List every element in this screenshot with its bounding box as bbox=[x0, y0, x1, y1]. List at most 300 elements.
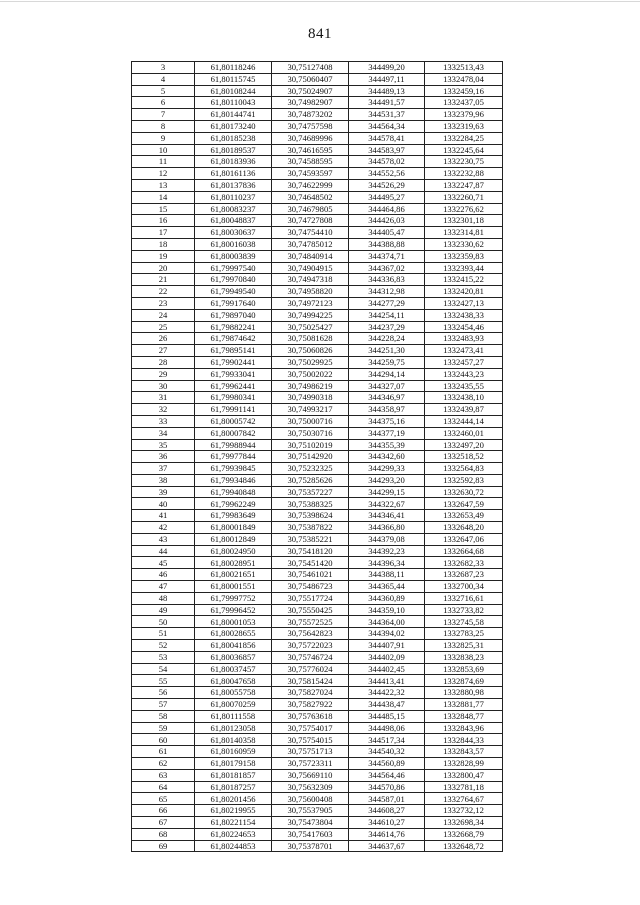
x-coordinate-cell: 344497,11 bbox=[349, 73, 425, 85]
x-coordinate-cell: 344552,56 bbox=[349, 168, 425, 180]
point-number-cell: 15 bbox=[132, 203, 195, 215]
longitude-cell: 30,74689996 bbox=[272, 132, 349, 144]
point-number-cell: 41 bbox=[132, 510, 195, 522]
longitude-cell: 30,74947318 bbox=[272, 274, 349, 286]
longitude-cell: 30,75746724 bbox=[272, 651, 349, 663]
page-top-border bbox=[0, 1, 640, 2]
y-coordinate-cell: 1332454,46 bbox=[425, 321, 503, 333]
page-number: 841 bbox=[308, 26, 332, 42]
point-number-cell: 49 bbox=[132, 604, 195, 616]
y-coordinate-cell: 1332874,69 bbox=[425, 675, 503, 687]
y-coordinate-cell: 1332880,98 bbox=[425, 687, 503, 699]
point-number-cell: 59 bbox=[132, 722, 195, 734]
table-row bbox=[132, 427, 503, 439]
latitude-cell: 61,79934846 bbox=[195, 474, 272, 486]
y-coordinate-cell: 1332330,62 bbox=[425, 238, 503, 250]
x-coordinate-cell: 344583,97 bbox=[349, 144, 425, 156]
latitude-cell: 61,80181857 bbox=[195, 769, 272, 781]
y-coordinate-cell: 1332230,75 bbox=[425, 156, 503, 168]
table-row bbox=[132, 109, 503, 121]
x-coordinate-cell: 344364,00 bbox=[349, 616, 425, 628]
longitude-cell: 30,74994225 bbox=[272, 309, 349, 321]
point-number-cell: 19 bbox=[132, 250, 195, 262]
point-number-cell: 48 bbox=[132, 592, 195, 604]
point-number-cell: 68 bbox=[132, 828, 195, 840]
x-coordinate-cell: 344608,27 bbox=[349, 805, 425, 817]
y-coordinate-cell: 1332497,20 bbox=[425, 439, 503, 451]
point-number-cell: 66 bbox=[132, 805, 195, 817]
table-row bbox=[132, 309, 503, 321]
table-row bbox=[132, 793, 503, 805]
x-coordinate-cell: 344489,13 bbox=[349, 85, 425, 97]
latitude-cell: 61,80115745 bbox=[195, 73, 272, 85]
table-row bbox=[132, 368, 503, 380]
longitude-cell: 30,75417603 bbox=[272, 828, 349, 840]
y-coordinate-cell: 1332648,72 bbox=[425, 840, 503, 852]
point-number-cell: 53 bbox=[132, 651, 195, 663]
longitude-cell: 30,75378701 bbox=[272, 840, 349, 852]
point-number-cell: 33 bbox=[132, 415, 195, 427]
point-number-cell: 47 bbox=[132, 581, 195, 593]
longitude-cell: 30,75754015 bbox=[272, 734, 349, 746]
longitude-cell: 30,74958820 bbox=[272, 286, 349, 298]
table-row bbox=[132, 250, 503, 262]
point-number-cell: 25 bbox=[132, 321, 195, 333]
longitude-cell: 30,75029925 bbox=[272, 356, 349, 368]
x-coordinate-cell: 344438,47 bbox=[349, 699, 425, 711]
latitude-cell: 61,79933041 bbox=[195, 368, 272, 380]
latitude-cell: 61,79874642 bbox=[195, 333, 272, 345]
point-number-cell: 37 bbox=[132, 463, 195, 475]
y-coordinate-cell: 1332653,49 bbox=[425, 510, 503, 522]
longitude-cell: 30,75815424 bbox=[272, 675, 349, 687]
latitude-cell: 61,80108244 bbox=[195, 85, 272, 97]
point-number-cell: 6 bbox=[132, 97, 195, 109]
point-number-cell: 24 bbox=[132, 309, 195, 321]
table-row bbox=[132, 640, 503, 652]
latitude-cell: 61,80024950 bbox=[195, 545, 272, 557]
longitude-cell: 30,75572525 bbox=[272, 616, 349, 628]
point-number-cell: 9 bbox=[132, 132, 195, 144]
x-coordinate-cell: 344312,98 bbox=[349, 286, 425, 298]
latitude-cell: 61,80161136 bbox=[195, 168, 272, 180]
x-coordinate-cell: 344237,29 bbox=[349, 321, 425, 333]
longitude-cell: 30,74588595 bbox=[272, 156, 349, 168]
latitude-cell: 61,80201456 bbox=[195, 793, 272, 805]
x-coordinate-cell: 344614,76 bbox=[349, 828, 425, 840]
latitude-cell: 61,80028951 bbox=[195, 557, 272, 569]
x-coordinate-cell: 344342,60 bbox=[349, 451, 425, 463]
point-number-cell: 21 bbox=[132, 274, 195, 286]
latitude-cell: 61,80221154 bbox=[195, 817, 272, 829]
y-coordinate-cell: 1332247,87 bbox=[425, 179, 503, 191]
y-coordinate-cell: 1332245,64 bbox=[425, 144, 503, 156]
x-coordinate-cell: 344498,06 bbox=[349, 722, 425, 734]
latitude-cell: 61,80048837 bbox=[195, 215, 272, 227]
y-coordinate-cell: 1332518,52 bbox=[425, 451, 503, 463]
x-coordinate-cell: 344377,19 bbox=[349, 427, 425, 439]
longitude-cell: 30,75827024 bbox=[272, 687, 349, 699]
table-row bbox=[132, 191, 503, 203]
latitude-cell: 61,80001053 bbox=[195, 616, 272, 628]
x-coordinate-cell: 344499,20 bbox=[349, 62, 425, 74]
latitude-cell: 61,79983649 bbox=[195, 510, 272, 522]
y-coordinate-cell: 1332647,06 bbox=[425, 533, 503, 545]
point-number-cell: 29 bbox=[132, 368, 195, 380]
longitude-cell: 30,75486723 bbox=[272, 581, 349, 593]
point-number-cell: 34 bbox=[132, 427, 195, 439]
y-coordinate-cell: 1332443,23 bbox=[425, 368, 503, 380]
longitude-cell: 30,75030716 bbox=[272, 427, 349, 439]
latitude-cell: 61,80137836 bbox=[195, 179, 272, 191]
table-row bbox=[132, 297, 503, 309]
table-row bbox=[132, 651, 503, 663]
point-number-cell: 63 bbox=[132, 769, 195, 781]
latitude-cell: 61,80041856 bbox=[195, 640, 272, 652]
point-number-cell: 7 bbox=[132, 109, 195, 121]
point-number-cell: 67 bbox=[132, 817, 195, 829]
latitude-cell: 61,80001551 bbox=[195, 581, 272, 593]
x-coordinate-cell: 344407,91 bbox=[349, 640, 425, 652]
longitude-cell: 30,75398624 bbox=[272, 510, 349, 522]
table-row bbox=[132, 356, 503, 368]
latitude-cell: 61,79940848 bbox=[195, 486, 272, 498]
x-coordinate-cell: 344464,86 bbox=[349, 203, 425, 215]
point-number-cell: 8 bbox=[132, 120, 195, 132]
table-row bbox=[132, 722, 503, 734]
latitude-cell: 61,79997540 bbox=[195, 262, 272, 274]
longitude-cell: 30,75517724 bbox=[272, 592, 349, 604]
y-coordinate-cell: 1332664,68 bbox=[425, 545, 503, 557]
latitude-cell: 61,80224653 bbox=[195, 828, 272, 840]
y-coordinate-cell: 1332828,99 bbox=[425, 758, 503, 770]
longitude-cell: 30,75232325 bbox=[272, 463, 349, 475]
latitude-cell: 61,80179158 bbox=[195, 758, 272, 770]
point-number-cell: 36 bbox=[132, 451, 195, 463]
latitude-cell: 61,80140358 bbox=[195, 734, 272, 746]
table-row bbox=[132, 510, 503, 522]
table-row bbox=[132, 769, 503, 781]
longitude-cell: 30,74754410 bbox=[272, 227, 349, 239]
y-coordinate-cell: 1332848,77 bbox=[425, 710, 503, 722]
longitude-cell: 30,75763618 bbox=[272, 710, 349, 722]
latitude-cell: 61,80021651 bbox=[195, 569, 272, 581]
y-coordinate-cell: 1332843,96 bbox=[425, 722, 503, 734]
latitude-cell: 61,79949540 bbox=[195, 286, 272, 298]
x-coordinate-cell: 344346,41 bbox=[349, 510, 425, 522]
x-coordinate-cell: 344251,30 bbox=[349, 345, 425, 357]
x-coordinate-cell: 344336,83 bbox=[349, 274, 425, 286]
longitude-cell: 30,74972123 bbox=[272, 297, 349, 309]
x-coordinate-cell: 344394,02 bbox=[349, 628, 425, 640]
y-coordinate-cell: 1332698,34 bbox=[425, 817, 503, 829]
latitude-cell: 61,80110237 bbox=[195, 191, 272, 203]
point-number-cell: 17 bbox=[132, 227, 195, 239]
y-coordinate-cell: 1332592,83 bbox=[425, 474, 503, 486]
latitude-cell: 61,79996452 bbox=[195, 604, 272, 616]
table-row bbox=[132, 581, 503, 593]
point-number-cell: 16 bbox=[132, 215, 195, 227]
point-number-cell: 39 bbox=[132, 486, 195, 498]
x-coordinate-cell: 344564,34 bbox=[349, 120, 425, 132]
x-coordinate-cell: 344587,01 bbox=[349, 793, 425, 805]
point-number-cell: 26 bbox=[132, 333, 195, 345]
latitude-cell: 61,80012849 bbox=[195, 533, 272, 545]
point-number-cell: 55 bbox=[132, 675, 195, 687]
x-coordinate-cell: 344299,33 bbox=[349, 463, 425, 475]
latitude-cell: 61,80030637 bbox=[195, 227, 272, 239]
x-coordinate-cell: 344560,89 bbox=[349, 758, 425, 770]
x-coordinate-cell: 344405,47 bbox=[349, 227, 425, 239]
y-coordinate-cell: 1332513,43 bbox=[425, 62, 503, 74]
latitude-cell: 61,80005742 bbox=[195, 415, 272, 427]
coordinates-table-body bbox=[132, 62, 503, 852]
longitude-cell: 30,75385221 bbox=[272, 533, 349, 545]
latitude-cell: 61,80007842 bbox=[195, 427, 272, 439]
longitude-cell: 30,75632309 bbox=[272, 781, 349, 793]
latitude-cell: 61,80111558 bbox=[195, 710, 272, 722]
longitude-cell: 30,75550425 bbox=[272, 604, 349, 616]
y-coordinate-cell: 1332427,13 bbox=[425, 297, 503, 309]
x-coordinate-cell: 344495,27 bbox=[349, 191, 425, 203]
point-number-cell: 28 bbox=[132, 356, 195, 368]
point-number-cell: 57 bbox=[132, 699, 195, 711]
latitude-cell: 61,80110043 bbox=[195, 97, 272, 109]
longitude-cell: 30,75642823 bbox=[272, 628, 349, 640]
longitude-cell: 30,74648502 bbox=[272, 191, 349, 203]
x-coordinate-cell: 344485,15 bbox=[349, 710, 425, 722]
x-coordinate-cell: 344355,39 bbox=[349, 439, 425, 451]
table-row bbox=[132, 734, 503, 746]
point-number-cell: 32 bbox=[132, 404, 195, 416]
longitude-cell: 30,75285626 bbox=[272, 474, 349, 486]
coordinates-table bbox=[131, 61, 503, 852]
x-coordinate-cell: 344360,89 bbox=[349, 592, 425, 604]
longitude-cell: 30,74982907 bbox=[272, 97, 349, 109]
point-number-cell: 38 bbox=[132, 474, 195, 486]
longitude-cell: 30,74622999 bbox=[272, 179, 349, 191]
point-number-cell: 35 bbox=[132, 439, 195, 451]
longitude-cell: 30,75024907 bbox=[272, 85, 349, 97]
longitude-cell: 30,75473804 bbox=[272, 817, 349, 829]
longitude-cell: 30,75060407 bbox=[272, 73, 349, 85]
x-coordinate-cell: 344375,16 bbox=[349, 415, 425, 427]
table-row bbox=[132, 828, 503, 840]
longitude-cell: 30,74593597 bbox=[272, 168, 349, 180]
table-row bbox=[132, 663, 503, 675]
table-row bbox=[132, 805, 503, 817]
latitude-cell: 61,80028655 bbox=[195, 628, 272, 640]
x-coordinate-cell: 344365,44 bbox=[349, 581, 425, 593]
y-coordinate-cell: 1332844,33 bbox=[425, 734, 503, 746]
latitude-cell: 61,80118246 bbox=[195, 62, 272, 74]
latitude-cell: 61,79882241 bbox=[195, 321, 272, 333]
point-number-cell: 31 bbox=[132, 392, 195, 404]
longitude-cell: 30,74757598 bbox=[272, 120, 349, 132]
x-coordinate-cell: 344388,88 bbox=[349, 238, 425, 250]
latitude-cell: 61,79997752 bbox=[195, 592, 272, 604]
x-coordinate-cell: 344610,27 bbox=[349, 817, 425, 829]
point-number-cell: 54 bbox=[132, 663, 195, 675]
point-number-cell: 40 bbox=[132, 498, 195, 510]
y-coordinate-cell: 1332232,88 bbox=[425, 168, 503, 180]
y-coordinate-cell: 1332668,79 bbox=[425, 828, 503, 840]
latitude-cell: 61,80160959 bbox=[195, 746, 272, 758]
latitude-cell: 61,80244853 bbox=[195, 840, 272, 852]
latitude-cell: 61,80185238 bbox=[195, 132, 272, 144]
y-coordinate-cell: 1332359,83 bbox=[425, 250, 503, 262]
y-coordinate-cell: 1332700,34 bbox=[425, 581, 503, 593]
point-number-cell: 27 bbox=[132, 345, 195, 357]
x-coordinate-cell: 344388,11 bbox=[349, 569, 425, 581]
point-number-cell: 23 bbox=[132, 297, 195, 309]
table-row bbox=[132, 687, 503, 699]
point-number-cell: 20 bbox=[132, 262, 195, 274]
latitude-cell: 61,79917640 bbox=[195, 297, 272, 309]
table-row bbox=[132, 710, 503, 722]
x-coordinate-cell: 344396,34 bbox=[349, 557, 425, 569]
longitude-cell: 30,75102019 bbox=[272, 439, 349, 451]
latitude-cell: 61,80189537 bbox=[195, 144, 272, 156]
x-coordinate-cell: 344570,86 bbox=[349, 781, 425, 793]
table-row bbox=[132, 85, 503, 97]
y-coordinate-cell: 1332733,82 bbox=[425, 604, 503, 616]
table-row bbox=[132, 533, 503, 545]
table-row bbox=[132, 463, 503, 475]
point-number-cell: 52 bbox=[132, 640, 195, 652]
table-row bbox=[132, 415, 503, 427]
point-number-cell: 65 bbox=[132, 793, 195, 805]
table-row bbox=[132, 380, 503, 392]
latitude-cell: 61,79962249 bbox=[195, 498, 272, 510]
table-row bbox=[132, 616, 503, 628]
table-row bbox=[132, 345, 503, 357]
point-number-cell: 10 bbox=[132, 144, 195, 156]
table-row bbox=[132, 262, 503, 274]
y-coordinate-cell: 1332393,44 bbox=[425, 262, 503, 274]
longitude-cell: 30,75537905 bbox=[272, 805, 349, 817]
latitude-cell: 61,79991141 bbox=[195, 404, 272, 416]
x-coordinate-cell: 344379,08 bbox=[349, 533, 425, 545]
point-number-cell: 61 bbox=[132, 746, 195, 758]
longitude-cell: 30,75418120 bbox=[272, 545, 349, 557]
x-coordinate-cell: 344327,07 bbox=[349, 380, 425, 392]
x-coordinate-cell: 344531,37 bbox=[349, 109, 425, 121]
table-row bbox=[132, 286, 503, 298]
y-coordinate-cell: 1332420,81 bbox=[425, 286, 503, 298]
latitude-cell: 61,80001849 bbox=[195, 522, 272, 534]
longitude-cell: 30,75754017 bbox=[272, 722, 349, 734]
table-row bbox=[132, 203, 503, 215]
x-coordinate-cell: 344294,14 bbox=[349, 368, 425, 380]
y-coordinate-cell: 1332853,69 bbox=[425, 663, 503, 675]
y-coordinate-cell: 1332732,12 bbox=[425, 805, 503, 817]
longitude-cell: 30,74990318 bbox=[272, 392, 349, 404]
table-row bbox=[132, 238, 503, 250]
y-coordinate-cell: 1332438,10 bbox=[425, 392, 503, 404]
table-row bbox=[132, 132, 503, 144]
longitude-cell: 30,75127408 bbox=[272, 62, 349, 74]
x-coordinate-cell: 344413,41 bbox=[349, 675, 425, 687]
latitude-cell: 61,80003839 bbox=[195, 250, 272, 262]
table-row bbox=[132, 120, 503, 132]
table-row bbox=[132, 486, 503, 498]
longitude-cell: 30,74904915 bbox=[272, 262, 349, 274]
table-row bbox=[132, 840, 503, 852]
y-coordinate-cell: 1332437,05 bbox=[425, 97, 503, 109]
longitude-cell: 30,74679805 bbox=[272, 203, 349, 215]
latitude-cell: 61,79897040 bbox=[195, 309, 272, 321]
point-number-cell: 45 bbox=[132, 557, 195, 569]
y-coordinate-cell: 1332301,18 bbox=[425, 215, 503, 227]
latitude-cell: 61,80037457 bbox=[195, 663, 272, 675]
table-row bbox=[132, 451, 503, 463]
x-coordinate-cell: 344540,32 bbox=[349, 746, 425, 758]
longitude-cell: 30,75002022 bbox=[272, 368, 349, 380]
table-row bbox=[132, 628, 503, 640]
point-number-cell: 12 bbox=[132, 168, 195, 180]
latitude-cell: 61,79902441 bbox=[195, 356, 272, 368]
table-row bbox=[132, 97, 503, 109]
y-coordinate-cell: 1332825,31 bbox=[425, 640, 503, 652]
x-coordinate-cell: 344367,02 bbox=[349, 262, 425, 274]
table-row bbox=[132, 404, 503, 416]
table-row bbox=[132, 758, 503, 770]
point-number-cell: 18 bbox=[132, 238, 195, 250]
y-coordinate-cell: 1332478,04 bbox=[425, 73, 503, 85]
table-row bbox=[132, 545, 503, 557]
longitude-cell: 30,75451420 bbox=[272, 557, 349, 569]
latitude-cell: 61,79939845 bbox=[195, 463, 272, 475]
table-row bbox=[132, 168, 503, 180]
latitude-cell: 61,79980341 bbox=[195, 392, 272, 404]
point-number-cell: 60 bbox=[132, 734, 195, 746]
point-number-cell: 11 bbox=[132, 156, 195, 168]
latitude-cell: 61,80123058 bbox=[195, 722, 272, 734]
longitude-cell: 30,75000716 bbox=[272, 415, 349, 427]
x-coordinate-cell: 344578,41 bbox=[349, 132, 425, 144]
x-coordinate-cell: 344564,46 bbox=[349, 769, 425, 781]
y-coordinate-cell: 1332764,67 bbox=[425, 793, 503, 805]
x-coordinate-cell: 344228,24 bbox=[349, 333, 425, 345]
longitude-cell: 30,75060826 bbox=[272, 345, 349, 357]
longitude-cell: 30,74840914 bbox=[272, 250, 349, 262]
y-coordinate-cell: 1332314,81 bbox=[425, 227, 503, 239]
latitude-cell: 61,80144741 bbox=[195, 109, 272, 121]
y-coordinate-cell: 1332459,16 bbox=[425, 85, 503, 97]
table-row bbox=[132, 179, 503, 191]
point-number-cell: 64 bbox=[132, 781, 195, 793]
longitude-cell: 30,75600408 bbox=[272, 793, 349, 805]
y-coordinate-cell: 1332444,14 bbox=[425, 415, 503, 427]
x-coordinate-cell: 344402,09 bbox=[349, 651, 425, 663]
latitude-cell: 61,80036857 bbox=[195, 651, 272, 663]
y-coordinate-cell: 1332379,96 bbox=[425, 109, 503, 121]
table-row bbox=[132, 62, 503, 74]
point-number-cell: 69 bbox=[132, 840, 195, 852]
y-coordinate-cell: 1332435,55 bbox=[425, 380, 503, 392]
y-coordinate-cell: 1332648,20 bbox=[425, 522, 503, 534]
latitude-cell: 61,79988944 bbox=[195, 439, 272, 451]
point-number-cell: 44 bbox=[132, 545, 195, 557]
y-coordinate-cell: 1332564,83 bbox=[425, 463, 503, 475]
y-coordinate-cell: 1332276,62 bbox=[425, 203, 503, 215]
y-coordinate-cell: 1332781,18 bbox=[425, 781, 503, 793]
table-row bbox=[132, 781, 503, 793]
y-coordinate-cell: 1332483,93 bbox=[425, 333, 503, 345]
longitude-cell: 30,75723311 bbox=[272, 758, 349, 770]
y-coordinate-cell: 1332745,58 bbox=[425, 616, 503, 628]
